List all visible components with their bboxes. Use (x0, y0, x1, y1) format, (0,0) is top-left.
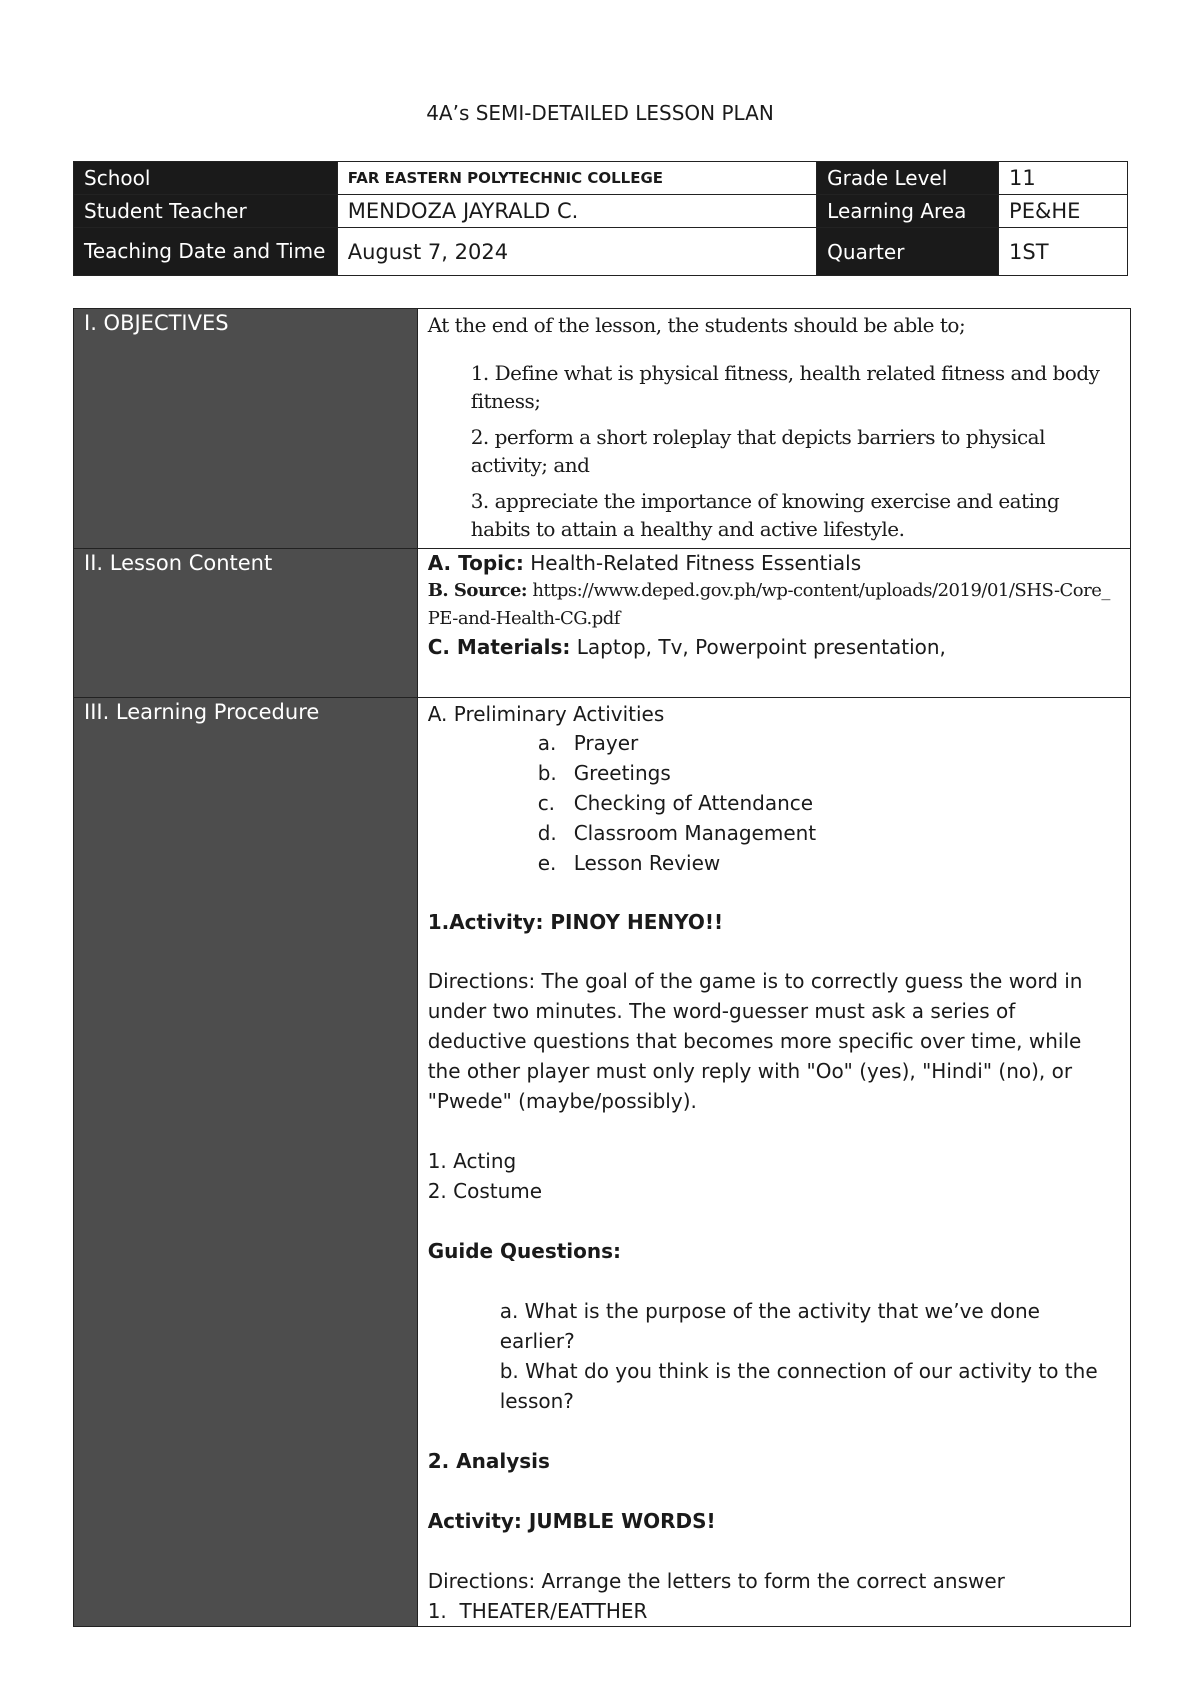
date-label: Teaching Date and Time (74, 228, 338, 276)
objective-item: 1. Define what is physical fitness, health related fitness and body fitness; (470, 361, 1100, 413)
source-label: B. Source: (427, 580, 528, 601)
topic-label: A. Topic: (427, 551, 524, 575)
school-label: School (74, 162, 338, 195)
content-row (74, 549, 1131, 698)
word-item: 2. Costume (427, 1179, 543, 1203)
info-table (73, 161, 1128, 276)
objectives-intro: At the end of the lesson, the students should be able to; (427, 313, 966, 337)
school-value: FAR EASTERN POLYTECHNIC COLLEGE (337, 162, 816, 195)
materials-value: Laptop, Tv, Powerpoint presentation, (576, 635, 946, 659)
jumble-directions: Directions: Arrange the letters to form the correct answer (427, 1569, 1005, 1593)
activity-directions: Directions: The goal of the game is to correctly guess the word in under two minutes. The word-guesser must ask a series of deductive questions that becomes more specific over time, while the other player must only reply with "Oo" (yes), "Hindi" (no), or "Pwede" (maybe/possibly). (427, 969, 1083, 1113)
materials-label: C. Materials: (427, 635, 571, 659)
procedure-cell (417, 698, 1130, 1627)
list-item: b. Greetings (537, 761, 671, 785)
grade-value: 11 (999, 162, 1128, 195)
preliminary-list (428, 728, 1120, 878)
source-value: https://www.deped.gov.ph/wp-content/uploads/2019/01/SHS-Core_PE-and-Health-CG.pdf (427, 580, 1110, 629)
jumble-title: Activity: JUMBLE WORDS! (427, 1509, 716, 1533)
objective-item: 3. appreciate the importance of knowing exercise and eating habits to attain a healthy and active lifestyle. (470, 489, 1060, 541)
word-item: 1. Acting (427, 1149, 517, 1173)
objectives-cell (417, 309, 1130, 549)
objectives-row (74, 309, 1131, 549)
grade-label: Grade Level (817, 162, 999, 195)
list-item: a. Prayer (537, 731, 639, 755)
content-cell (417, 549, 1130, 698)
quarter-value: 1ST (999, 228, 1128, 276)
guide-item: b. What do you think is the connection of our activity to the lesson? (499, 1359, 1098, 1413)
teacher-value: MENDOZA JAYRALD C. (337, 195, 816, 228)
guide-title: Guide Questions: (427, 1239, 622, 1263)
area-value: PE&HE (999, 195, 1128, 228)
jumble-item: 1. THEATER/EATTHER (427, 1599, 648, 1623)
preliminary-title: A. Preliminary Activities (427, 702, 665, 726)
quarter-label: Quarter (817, 228, 999, 276)
list-item: e. Lesson Review (537, 851, 721, 875)
list-item: c. Checking of Attendance (537, 791, 814, 815)
area-label: Learning Area (817, 195, 999, 228)
list-item: d. Classroom Management (537, 821, 817, 845)
date-value: August 7, 2024 (337, 228, 816, 276)
lesson-table (73, 308, 1131, 1627)
procedure-row (74, 698, 1131, 1627)
objective-item: 2. perform a short roleplay that depicts barriers to physical activity; and (470, 425, 1045, 477)
procedure-heading: III. Learning Procedure (74, 698, 418, 1627)
content-heading: II. Lesson Content (74, 549, 418, 698)
activity-title: 1.Activity: PINOY HENYO!! (427, 910, 724, 934)
analysis-title: 2. Analysis (427, 1449, 550, 1473)
page-title: 4A’s SEMI-DETAILED LESSON PLAN (426, 101, 774, 125)
topic-value: Health-Related Fitness Essentials (530, 551, 862, 575)
teacher-label: Student Teacher (74, 195, 338, 228)
guide-item: a. What is the purpose of the activity that we’ve done earlier? (499, 1299, 1040, 1353)
objectives-heading: I. OBJECTIVES (74, 309, 418, 549)
